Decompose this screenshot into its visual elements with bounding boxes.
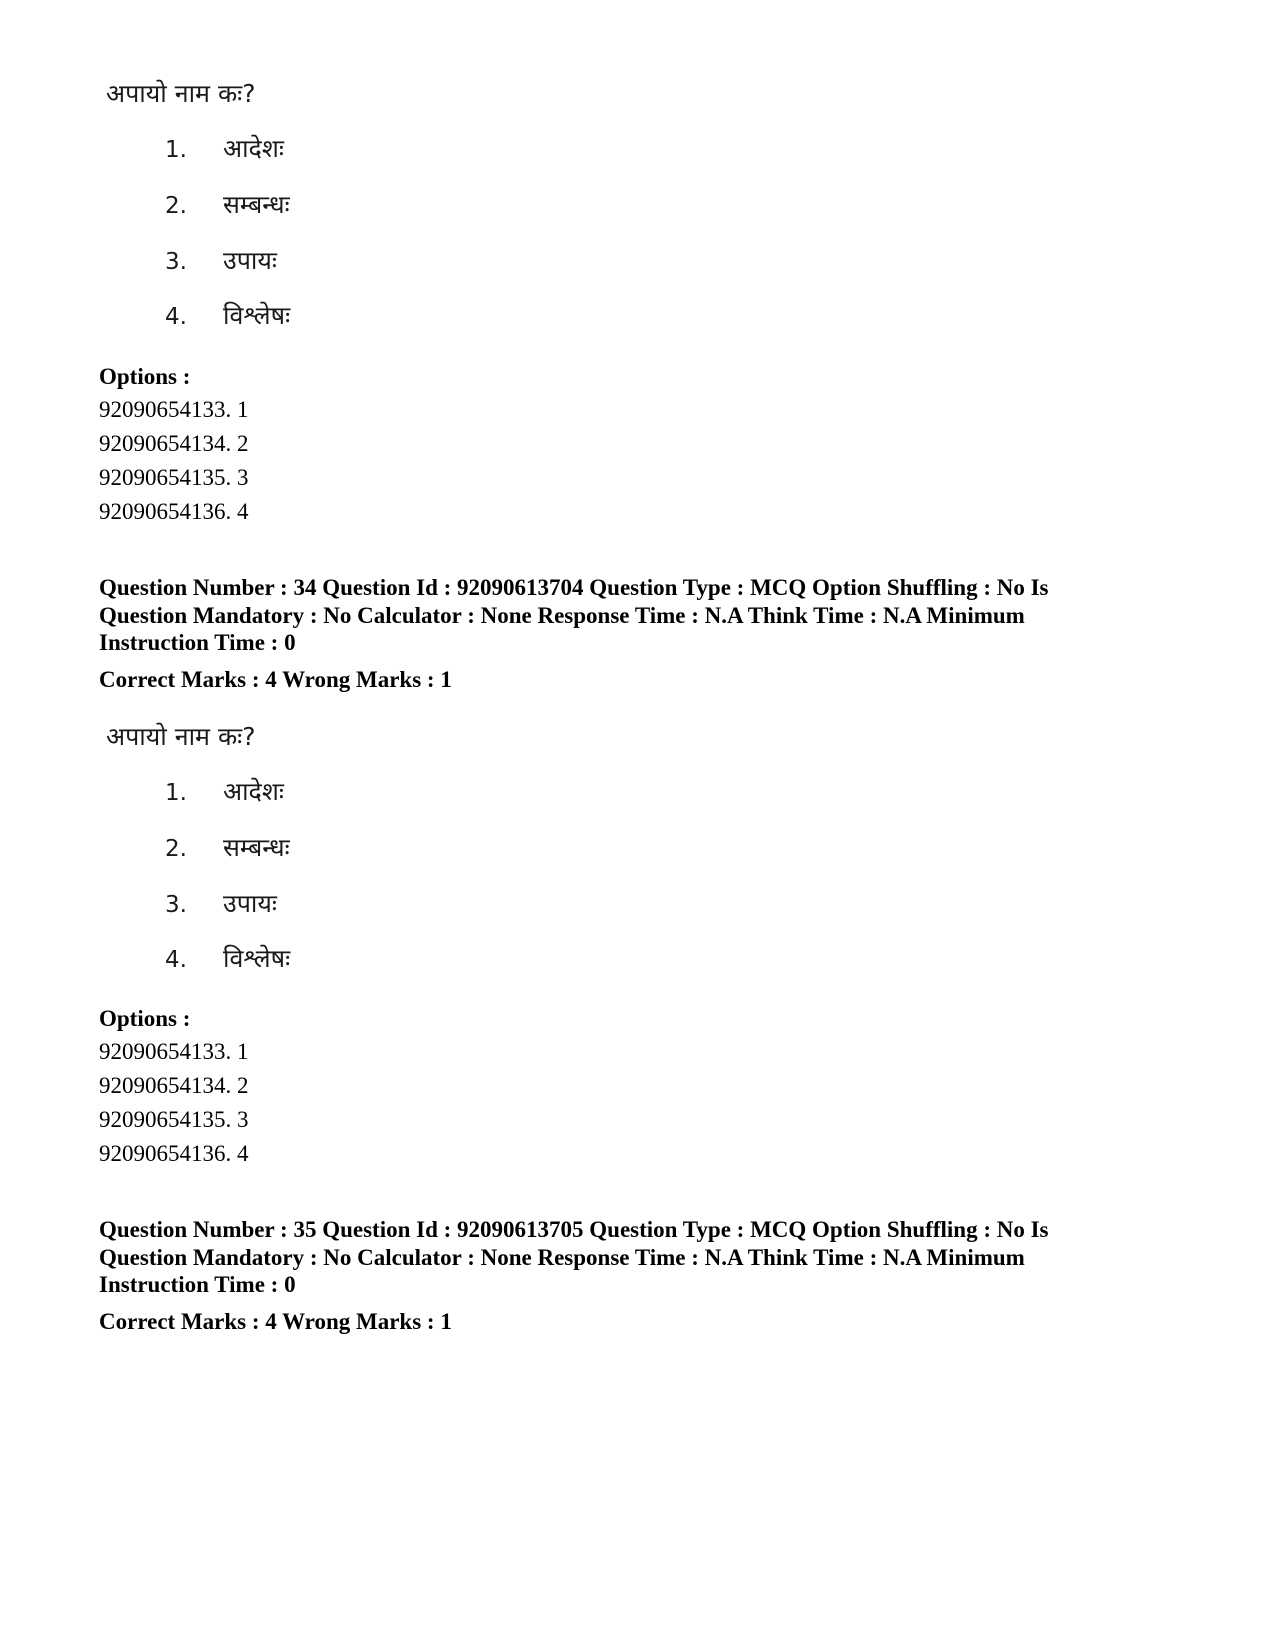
- option-line: 92090654133. 1: [99, 397, 249, 422]
- option-line: 92090654136. 4: [99, 499, 249, 524]
- choice-number: 3.: [165, 892, 187, 918]
- choice-text: आदेशः: [223, 134, 284, 163]
- choice-item: [165, 131, 284, 165]
- choice-text: विश्लेषः: [223, 301, 291, 330]
- choice-text: आदेशः: [223, 777, 284, 806]
- option-line: 92090654133. 1: [99, 1039, 249, 1064]
- choice-text: उपायः: [223, 246, 277, 275]
- choice-item: [165, 187, 290, 221]
- question-text: अपायो नाम कः?: [106, 79, 256, 108]
- choice-item: [165, 941, 290, 975]
- choice-number: 4.: [165, 304, 187, 330]
- choice-item: [165, 886, 277, 920]
- choice-number: 1.: [165, 780, 187, 806]
- choice-item: [165, 243, 277, 277]
- options-label: Options :: [99, 1006, 191, 1031]
- question-image: [0, 713, 1275, 1003]
- question-meta: Question Number : 34 Question Id : 92090613704 Question Type : MCQ Option Shuffling : No Is Question Mandatory : No Calculator : None Response Time : N.A Think Time : N.A Minimum Instruction Time : 0: [99, 575, 1049, 655]
- question-marks: Correct Marks : 4 Wrong Marks : 1: [99, 667, 452, 692]
- question-image: [0, 70, 1275, 360]
- choice-text: सम्बन्धः: [223, 190, 290, 219]
- question-meta: Question Number : 35 Question Id : 92090613705 Question Type : MCQ Option Shuffling : No Is Question Mandatory : No Calculator : None Response Time : N.A Think Time : N.A Minimum Instruction Time : 0: [99, 1217, 1049, 1297]
- choice-number: 1.: [165, 137, 187, 163]
- choice-text: सम्बन्धः: [223, 833, 290, 862]
- option-line: 92090654135. 3: [99, 465, 249, 490]
- option-line: 92090654134. 2: [99, 431, 249, 456]
- question-text: अपायो नाम कः?: [106, 722, 256, 751]
- choice-item: [165, 830, 290, 864]
- question-marks: Correct Marks : 4 Wrong Marks : 1: [99, 1309, 452, 1334]
- choice-item: [165, 298, 290, 332]
- choice-number: 2.: [165, 836, 187, 862]
- choice-text: विश्लेषः: [223, 944, 291, 973]
- choice-text: उपायः: [223, 889, 277, 918]
- choice-number: 4.: [165, 947, 187, 973]
- option-line: 92090654135. 3: [99, 1107, 249, 1132]
- choice-item: [165, 774, 284, 808]
- option-line: 92090654134. 2: [99, 1073, 249, 1098]
- choice-number: 3.: [165, 249, 187, 275]
- choice-number: 2.: [165, 193, 187, 219]
- option-line: 92090654136. 4: [99, 1141, 249, 1166]
- options-label: Options :: [99, 364, 191, 389]
